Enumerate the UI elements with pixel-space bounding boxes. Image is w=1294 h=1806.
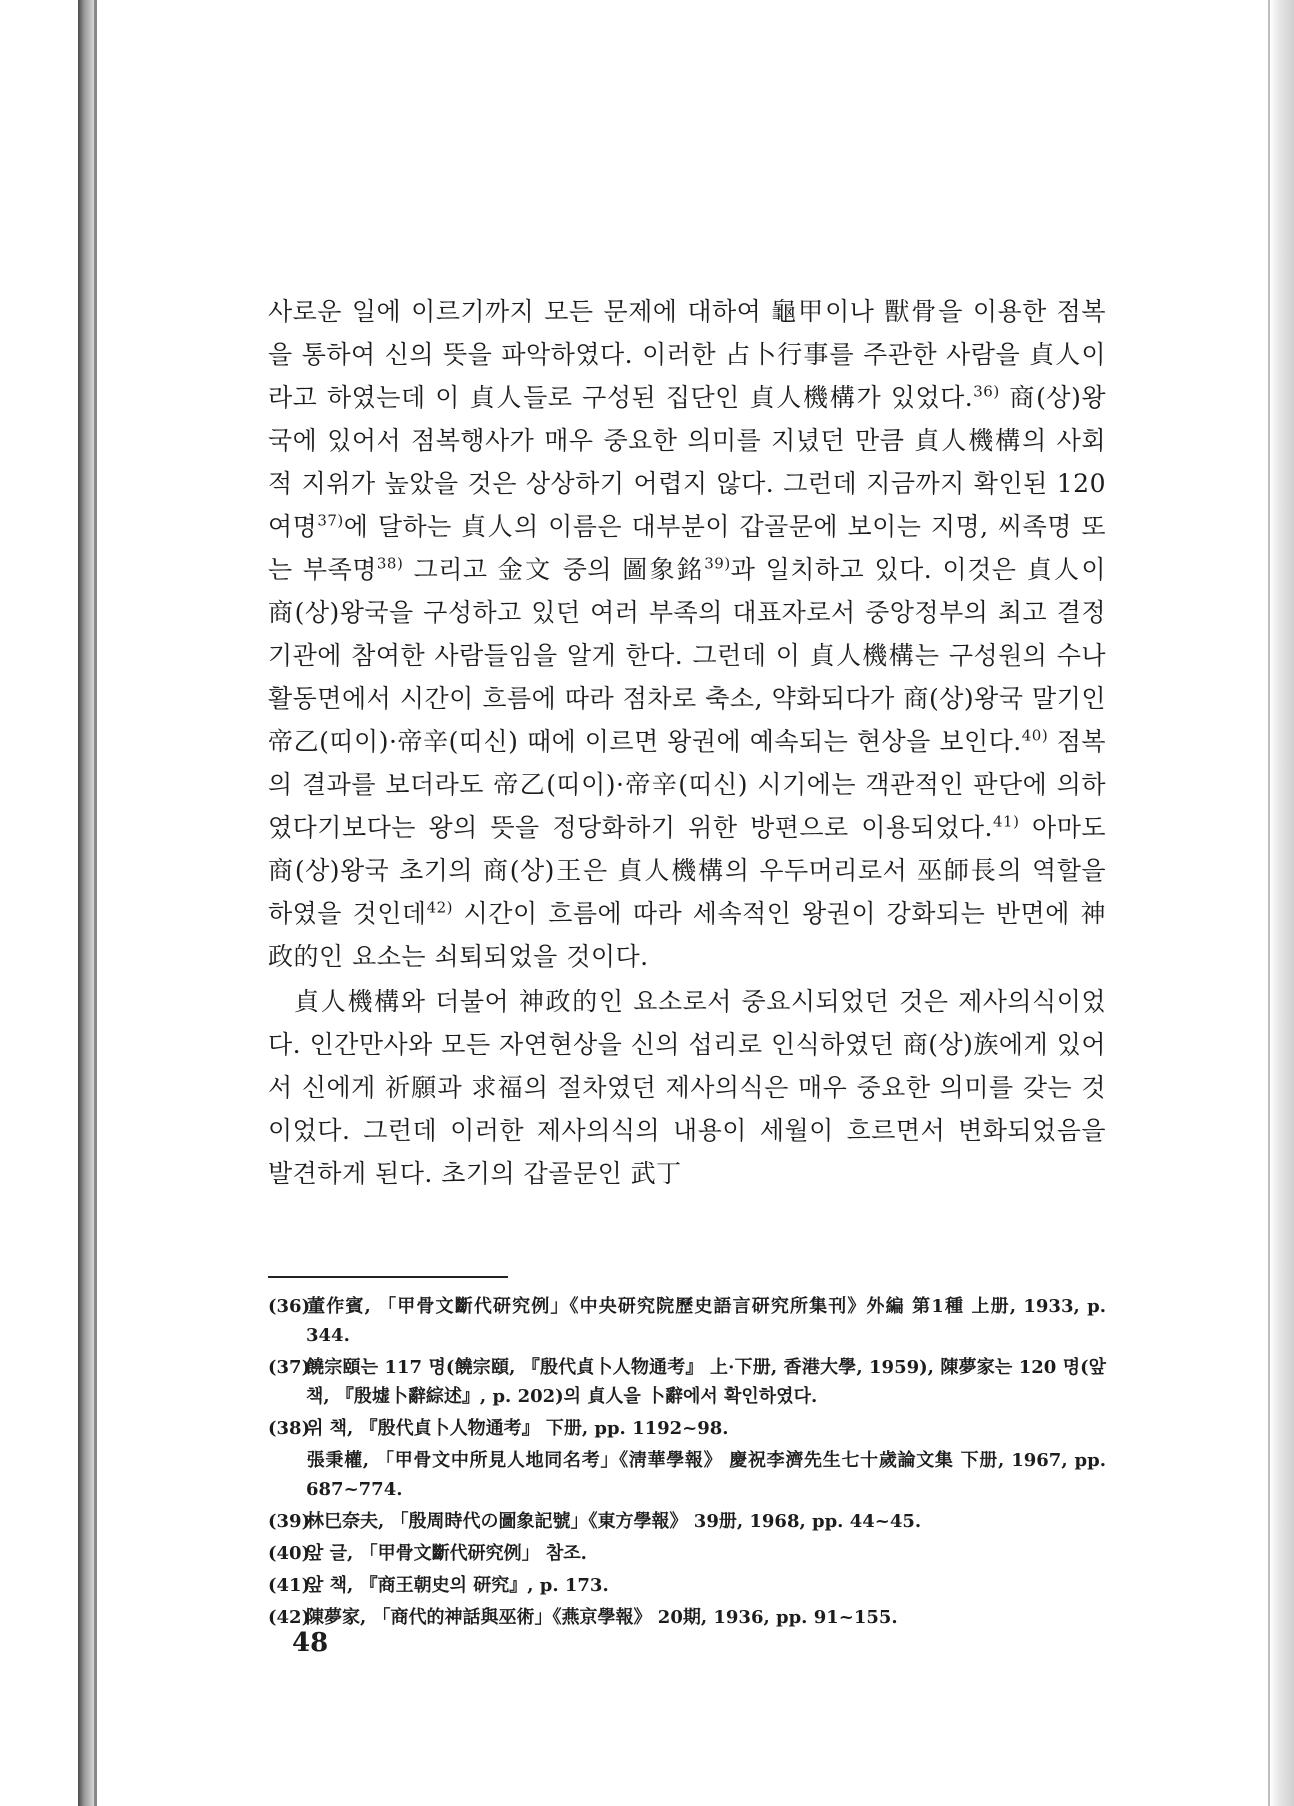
main-text [268, 290, 1106, 1195]
paragraph-2: 貞人機構와 더불어 神政的인 요소로서 중요시되었던 것은 제사의식이었다. 인간만사와 모든 자연현상을 신의 섭리로 인식하였던 商(상)族에게 있어서 신에게 祈願과 求福의 절차였던 제사의식은 매우 중요한 의미를 갖는 것이었다. 그런데 이러한 제사의식의 내용이 세월이 흐르면서 변화되었음을 발견하게 된다. 초기의 갑골문인 武丁 [268, 987, 1106, 1188]
footnote-39: (39)林巳奈夫, 「殷周時代の圖象記號」《東方學報》 39册, 1968, pp. 44~45. [268, 1511, 922, 1532]
paragraph-1: 사로운 일에 이르기까지 모든 문제에 대하여 龜甲이나 獸骨을 이용한 점복을 통하여 신의 뜻을 파악하였다. 이러한 占卜行事를 주관한 사람을 貞人이라고 하였는데 이 貞人들로 구성된 집단인 貞人機構가 있었다.$^{36)}$ 商(상)왕국에 있어서 점복행사가 매우 중요한 의미를 지녔던 만큼 貞人機構의 사회적 지위가 높았을 것은 상상하기 어렵지 않다. 그런데 지금까지 확인된 120여명$^{37)}$에 달하는 貞人의 이름은 대부분이 갑골문에 보이는 지명, 씨족명 또는 부족명$^{38)}$ 그리고 金文 중의 圖象銘$^{39)}$과 일치하고 있다. 이것은 貞人이 商(상)왕국을 구성하고 있던 여러 부족의 대표자로서 중앙정부의 최고 결정기관에 참여한 사람들임을 알게 한다. 그런데 이 貞人機構는 구성원의 수나 활동면에서 시간이 흐름에 따라 점차로 축소, 약화되다가 商(상)왕국 말기인 帝乙(띠이)·帝辛(띠신) 때에 이르면 왕권에 예속되는 현상을 보인다.$^{40)}$ 점복의 결과를 보더라도 帝乙(띠이)·帝辛(띠신) 시기에는 객관적인 판단에 의하였다기보다는 왕의 뜻을 정당화하기 위한 방편으로 이용되었다.$^{41)}$ 아마도 商(상)왕국 초기의 商(상)王은 貞人機構의 우두머리로서 巫師長의 역할을 하였을 것인데$^{42)}$ 시간이 흐름에 따라 세속적인 왕권이 강화되는 반면에 神政的인 요소는 쇠퇴되었을 것이다. [268, 297, 1107, 971]
footnote-divider [268, 1276, 508, 1278]
footnote-37: (37)饒宗頤는 117 명(饒宗頤, 『殷代貞卜人物通考』 上·下册, 香港大學, 1959), 陳夢家는 120 명(앞 책, 『殷墟卜辭綜述』, p. 202)의 貞人을 卜辭에서 확인하였다. [268, 1357, 1106, 1407]
footnotes [268, 1292, 1106, 1635]
footnote-36: (36)董作賓, 「甲骨文斷代研究例」《中央研究院歷史語言研究所集刊》外編 第1種 上册, 1933, p. 344. [268, 1296, 1106, 1346]
footnote-38-continued: 張秉權, 「甲骨文中所見人地同名考」《淸華學報》 慶祝李濟先生七十歲論文集 下册, 1967, pp. 687~774. [306, 1450, 1106, 1500]
footnote-ref-38: 38) [376, 554, 404, 573]
footnote-ref-41: 41) [992, 812, 1020, 831]
footnote-ref-39: 39) [704, 554, 731, 573]
page-stack-line [1268, 0, 1270, 1806]
footnote-ref-40: 40) [1021, 726, 1049, 745]
book-spine-edge [78, 0, 94, 1806]
footnote-40: (40)앞 글, 「甲骨文斷代研究例」 참조. [268, 1543, 587, 1564]
footnote-42: (42)陳夢家, 「商代的神話與巫術」《燕京學報》 20期, 1936, pp. 91~155. [268, 1607, 898, 1628]
book-spine-line [94, 0, 97, 1806]
footnote-38: (38)위 책, 『殷代貞卜人物通考』 下册, pp. 1192~98. [268, 1418, 729, 1439]
page-number: 48 [292, 1628, 329, 1658]
footnote-ref-37: 37) [317, 511, 344, 530]
footnote-ref-42: 42) [426, 898, 454, 917]
footnote-41: (41)앞 책, 『商王朝史의 研究』, p. 173. [268, 1575, 609, 1596]
footnote-ref-36: 36) [973, 382, 1000, 401]
page-stack-edge [1270, 0, 1294, 1806]
